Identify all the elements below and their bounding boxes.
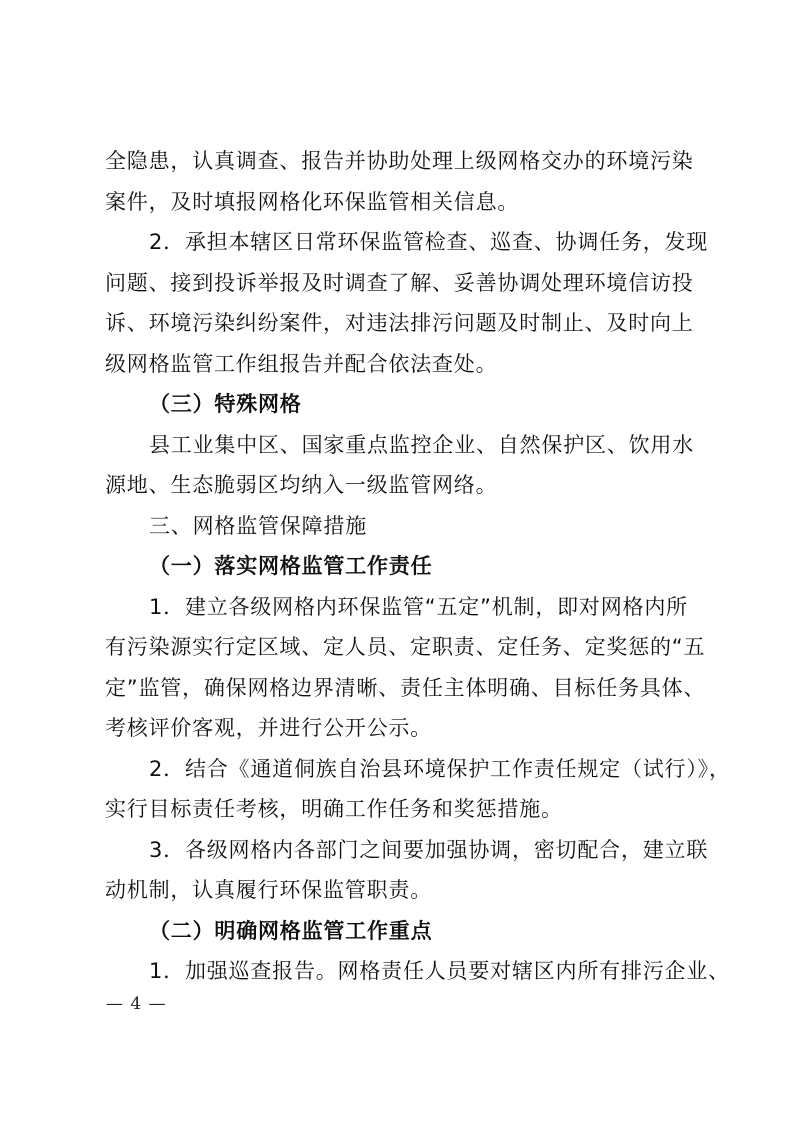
paragraph-line: 实行目标责任考核，明确工作任务和奖惩措施。 [105, 797, 563, 821]
paragraph-line: 2．结合《通道侗族自治县环境保护工作责任规定（试行）》， [149, 756, 731, 781]
paragraph-line: 案件，及时填报网格化环保监管相关信息。 [105, 189, 520, 214]
paragraph-line: 动机制，认真履行环保监管职责。 [105, 878, 432, 902]
paragraph-line: 级网格监管工作组报告并配合依法查处。 [105, 351, 498, 376]
paragraph-line: 1．加强巡查报告。网格责任人员要对辖区内所有排污企业、 [149, 959, 730, 983]
paragraph-line: 县工业集中区、国家重点监控企业、自然保护区、饮用水 [149, 432, 694, 457]
document-body [105, 141, 731, 992]
paragraph-line: 定”监管，确保网格边界清晰、责任主体明确、目标任务具体、 [105, 675, 706, 700]
paragraph-line: 1．建立各级网格内环保监管“五定”机制，即对网格内所 [149, 594, 688, 619]
paragraph-line: 源地、生态脆弱区均纳入一级监管网络。 [105, 473, 498, 497]
paragraph-line: 问题、接到投诉举报及时调查了解、妥善协调处理环境信访投 [105, 270, 694, 295]
paragraph-line: 诉、环境污染纠纷案件，对违法排污问题及时制止、及时向上 [105, 311, 694, 335]
section-heading-key-points: （二）明确网格监管工作重点 [149, 918, 433, 943]
section-heading-safeguards: 三、网格监管保障措施 [149, 513, 367, 538]
paragraph-line: 有污染源实行定区域、定人员、定职责、定任务、定奖惩的“五 [105, 635, 706, 659]
paragraph-line: 2．承担本辖区日常环保监管检查、巡查、协调任务，发现 [149, 230, 709, 254]
page-number: — 4 — [106, 994, 167, 1014]
section-heading-special-grid: （三）特殊网格 [149, 392, 302, 416]
paragraph-line: 考核评价客观，并进行公开公示。 [105, 716, 432, 740]
paragraph-line: 全隐患，认真调查、报告并协助处理上级网格交办的环境污染 [105, 149, 694, 173]
section-heading-responsibility: （一）落实网格监管工作责任 [149, 554, 433, 578]
paragraph-line: 3．各级网格内各部门之间要加强协调，密切配合，建立联 [149, 837, 709, 862]
